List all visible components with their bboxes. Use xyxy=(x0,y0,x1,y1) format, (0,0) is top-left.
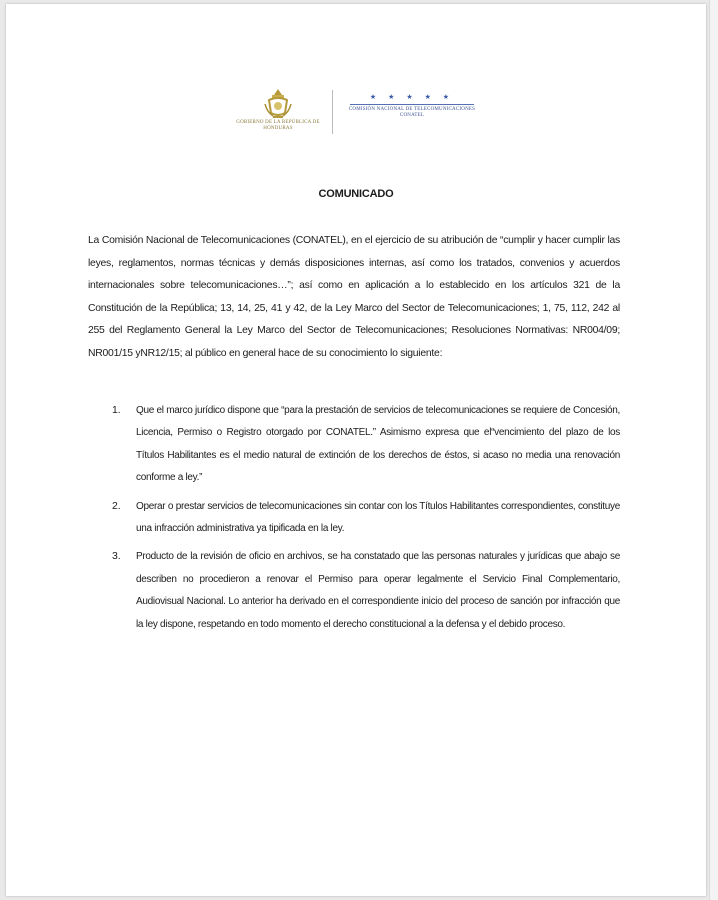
list-item xyxy=(88,546,620,636)
numbered-list xyxy=(88,400,620,642)
list-item-text: Producto de la revisión de oficio en archivos, se ha constatado que las personas naturales y jurídicas que abajo se describen no procedieron a renovar el Permiso para operar legalmente el Servicio Final Complementario, Audiovisual Nacional. Lo anterior ha derivado en el correspondiente inicio del proceso de sanción por infracción que la ley dispone, respetando en todo momento el derecho constitucional a la defensa y el debido proceso. xyxy=(136,551,620,630)
list-item-text: Operar o prestar servicios de telecomunicaciones sin contar con los Títulos Habilitantes correspondientes, constituye una infracción administrativa ya tipificada en la ley. xyxy=(136,500,620,535)
intro-paragraph: La Comisión Nacional de Telecomunicaciones (CONATEL), en el ejercicio de su atribución de “cumplir y hacer cumplir las leyes, reglamentos, normas técnicas y demás disposiciones internas, así como los tratados, convenios y acuerdos internacionales sobre telecomunicaciones…”; así como en aplicación a lo establecido en los artículos 321 de la Constitución de la República; 13, 14, 25, 41 y 42, de la Ley Marco del Sector de Telecomunicaciones; 1, 75, 112, 242 al 255 del Reglamento General la Ley Marco del Sector de Telecomunicaciones; Resoluciones Normativas: NR004/09; NR001/15 yNR12/15; al público en general hace de su conocimiento lo siguiente: xyxy=(88,235,620,359)
list-item-number: 3. xyxy=(112,551,121,563)
government-logo-caption: GOBIERNO DE LA REPÚBLICA DE HONDURAS xyxy=(236,120,320,131)
scrollbar[interactable] xyxy=(709,0,718,900)
list-item-text: Que el marco jurídico dispone que “para la prestación de servicios de telecomunicaciones se requiere de Concesión, Licencia, Permiso o Registro otorgado por CONATEL.” Asimismo expresa que el“vencimiento del plazo de los Títulos Habilitantes es el medio natural de extinción de los derechos de éstos, si acaso no media una renovación conforme a ley.” xyxy=(136,405,620,484)
list-item xyxy=(88,496,620,541)
logo-rule xyxy=(350,104,474,105)
document-title: COMUNICADO xyxy=(318,188,394,200)
list-item-number: 2. xyxy=(112,500,121,512)
logo-divider xyxy=(332,90,333,134)
government-logo xyxy=(232,86,324,138)
list-item-number: 1. xyxy=(112,405,121,416)
conatel-logo-caption: COMISIÓN NACIONAL DE TELECOMUNICACIONES xyxy=(348,107,476,112)
conatel-logo-acronym: CONATEL xyxy=(399,113,425,118)
conatel-logo xyxy=(342,94,482,119)
list-item xyxy=(88,400,620,490)
document-page xyxy=(6,4,706,896)
letterhead xyxy=(232,86,482,138)
coat-of-arms-icon xyxy=(261,86,295,120)
stars-icon: ★ ★ ★ ★ ★ xyxy=(369,94,455,101)
